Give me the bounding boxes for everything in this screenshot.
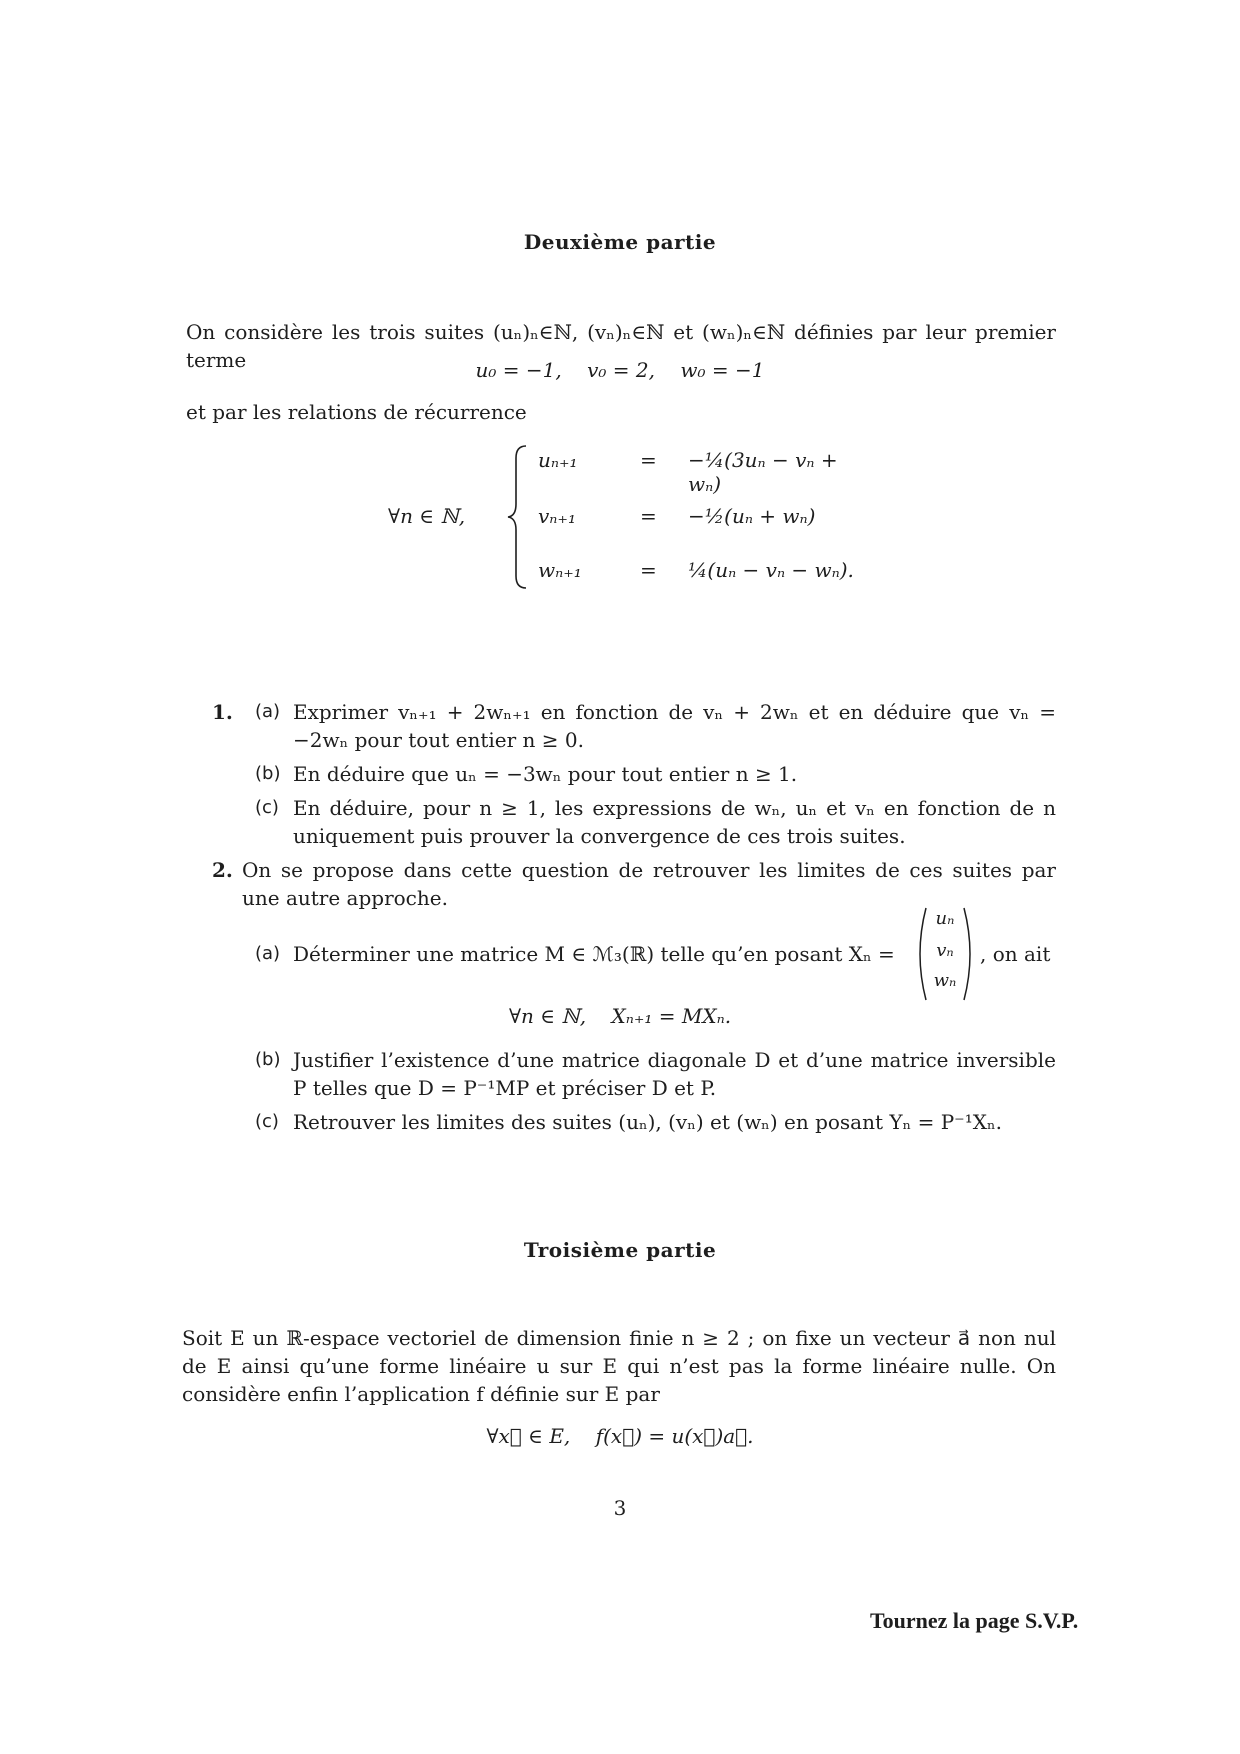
forall-label: ∀n ∈ ℕ, — [388, 504, 466, 528]
q2c-text: Retrouver les limites des suites (uₙ), (vₙ) et (wₙ) en posant Yₙ = P⁻¹Xₙ. — [293, 1110, 1002, 1134]
q2a-text: Déterminer une matrice M ∈ ℳ₃(ℝ) telle qu’en posant Xₙ = — [293, 942, 895, 966]
left-brace — [506, 442, 530, 592]
row3-rhs: ¼(uₙ − vₙ − wₙ). — [688, 558, 854, 582]
row2-lhs: vₙ₊₁ — [538, 504, 576, 528]
q1b-label: (b) — [255, 763, 281, 784]
q2b-label: (b) — [255, 1049, 281, 1070]
initial-terms: u₀ = −1, v₀ = 2, w₀ = −1 — [475, 358, 765, 382]
q2-number: 2. — [212, 858, 233, 882]
part2-title: Deuxième partie — [523, 230, 717, 254]
q1c-text: En déduire, pour n ≥ 1, les expressions de wₙ, uₙ et vₙ en fonction de n uniquement puis prouver la convergence de ces trois suites. — [293, 796, 1056, 848]
vector-entry-u: uₙ — [935, 908, 955, 929]
row1-lhs: uₙ₊₁ — [538, 448, 578, 472]
q2c-label: (c) — [255, 1111, 279, 1132]
row3-lhs: wₙ₊₁ — [538, 558, 582, 582]
part3-text: Soit E un ℝ-espace vectoriel de dimension finie n ≥ 2 ; on fixe un vecteur a⃗ non nul de E ainsi qu’une forme linéaire u sur E qui n’est pas la forme linéaire nulle. On considère enfin l’application f définie sur E par — [182, 1326, 1056, 1406]
row2-rhs: −½(uₙ + wₙ) — [688, 504, 816, 528]
row1-rhs: −¼(3uₙ − vₙ + wₙ) — [688, 448, 838, 496]
vector-entry-v: vₙ — [936, 940, 954, 961]
recurrence-intro: et par les relations de récurrence — [186, 400, 527, 424]
q2a-tail: , on ait — [980, 942, 1051, 966]
q2a-equation: ∀n ∈ ℕ, Xₙ₊₁ = MXₙ. — [508, 1004, 732, 1028]
q1a-label: (a) — [255, 701, 281, 722]
row3-eq: = — [640, 558, 657, 582]
column-vector — [914, 906, 976, 1002]
recurrence-system — [388, 442, 868, 592]
part2-intro: On considère les trois suites (uₙ)ₙ∈ℕ, (vₙ)ₙ∈ℕ et (wₙ)ₙ∈ℕ définies par leur premier terme — [186, 320, 1056, 372]
q1b-text: En déduire que uₙ = −3wₙ pour tout entier n ≥ 1. — [293, 762, 798, 786]
page-number: 3 — [613, 1496, 627, 1520]
row1-eq: = — [640, 448, 657, 472]
vector-entry-w: wₙ — [933, 970, 957, 991]
q1-number: 1. — [212, 700, 233, 724]
q2b-text: Justifier l’existence d’une matrice diagonale D et d’une matrice inversible P telles que D = P⁻¹MP et préciser D et P. — [293, 1048, 1056, 1100]
q1a-text: Exprimer vₙ₊₁ + 2wₙ₊₁ en fonction de vₙ + 2wₙ et en déduire que vₙ = −2wₙ pour tout entier n ≥ 0. — [293, 700, 1056, 752]
q1c-label: (c) — [255, 797, 279, 818]
part3-equation: ∀x⃗ ∈ E, f(x⃗) = u(x⃗)a⃗. — [486, 1424, 754, 1448]
part3-title: Troisième partie — [523, 1238, 717, 1262]
turn-page-note: Tournez la page S.V.P. — [870, 1608, 1079, 1633]
row2-eq: = — [640, 504, 657, 528]
q2a-label: (a) — [255, 943, 281, 964]
q2-text: On se propose dans cette question de retrouver les limites de ces suites par une autre approche. — [242, 858, 1056, 910]
